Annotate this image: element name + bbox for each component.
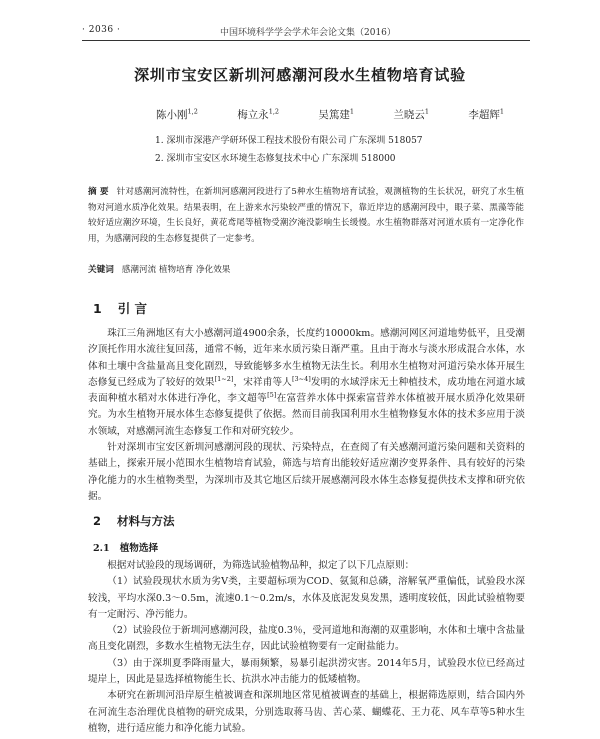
methods-intro: 根据对试验段的现场调研，为筛选试验植物品种，拟定了以下几点原则： bbox=[107, 560, 415, 571]
keywords-text: 感潮河流 植物培育 净化效果 bbox=[121, 265, 231, 275]
keywords bbox=[88, 263, 230, 275]
subsection-2-1-heading: 2.1 植物选择 bbox=[93, 543, 159, 554]
plant-selection-paragraph: 本研究在新圳河沿岸原生植被调查和深圳地区常见植被调查的基础上，根据筛选原则，结合国内外在河流生态治理优良植物的研究成果，分别选取蒋马齿、苦心菜、蝴蝶花、王力花、风车草等5种水生植物，进行适应能力和净化能力试验。 bbox=[88, 690, 525, 734]
section-1-heading: 1 引 言 bbox=[93, 301, 148, 316]
affiliation-2: 2. 深圳市宝安区水环境生态修复技术中心 广东深圳 518000 bbox=[155, 154, 396, 164]
criterion-2: （2）试验段位于新圳河感潮河段，盐度0.3％，受河道地和海潮的双重影响，水体和土壤中含盐量高且变化剧烈，多数水生植物无法生存，因此试验植物要有一定耐盐能力。 bbox=[88, 625, 525, 653]
running-header bbox=[82, 24, 530, 41]
criterion-3: （3）由于深圳夏季降雨量大，暴雨频繁，易暴引起洪涝灾害。2014年5月，试验段水位已经高过堤岸上，因此是显选择植物能生长、抗洪水冲击能力的低矮植物。 bbox=[88, 657, 525, 686]
author: 李超辉$^1$ bbox=[468, 107, 504, 121]
author: 兰晓云$^1$ bbox=[393, 107, 429, 121]
affiliation-1: 1. 深圳市深港产学研环保工程技术股份有限公司 广东深圳 518057 bbox=[155, 136, 423, 146]
intro-paragraph-1: 珠江三角洲地区有大小感潮河道4900余条，长度约10000km。感潮河网区河道地势低平，且受潮汐顶托作用水流往复回荡，通常不畅，近年来水质污染日渐严重。且由于海水与淡水形成混合水体，水体和土壤中含盐量高且变化剧烈，导致能够多水生植物无法生长。利用水生植物对河道污染水体开展生态修复已经成为了较好的效果[1~2]，宋祥甫等人[3~4]发明的水域浮床无土种植技术，成功地在河道水域表面种植水稻对水体进行净化，李文超等[5]在富营养水体中探索富营养水体植被开展水质净化效果研究。为水生植物开展水体生态修复提供了依据。然而目前我国利用水生植物修复水体的技术多应用于淡水领域，对感潮河流生态修复工作和对研究较少。 bbox=[88, 328, 526, 437]
author-list bbox=[156, 107, 504, 122]
author: 吴篤建$^1$ bbox=[318, 107, 355, 121]
criterion-1: （1）试验段现状水质为劣Ⅴ类，主要超标项为COD、氨氮和总磷，溶解氧严重偏低，试验段水深较浅，平均水深0.3～0.5m，流速0.1～0.2m/s，水体及底泥发臭发黑，透明度较低，因此试验植物要有一定耐污、净污能力。 bbox=[88, 576, 525, 620]
citation[interactable]: [5] bbox=[267, 391, 277, 399]
abstract bbox=[88, 185, 524, 247]
citation[interactable]: [3~4] bbox=[291, 374, 311, 383]
abstract-label: 摘 要 bbox=[88, 187, 109, 197]
journal-name: 中国环境科学学会学术年会论文集（2016） bbox=[220, 28, 396, 38]
keywords-label: 关键词 bbox=[88, 265, 114, 275]
abstract-text: 针对感潮河流特性，在新圳河感潮河段进行了5种水生植物培育试验，观测植物的生长状况，研究了水生植物对河道水质净化效果。结果表明，在上游来水污染较严重的情况下，靠近岸边的感潮河段中，眼子菜、黑藻等能较好适应潮汐环境，生长良好，黄花鸢尾等植物受潮汐淹没影响生长缓慢。水生植物群落对河道水质有一定净化作用，为感潮河段的生态修复提供了一定参考。 bbox=[88, 187, 524, 244]
page-number: · 2036 · bbox=[82, 25, 121, 35]
section-2-heading: 2 材料与方法 bbox=[93, 514, 175, 528]
citation[interactable]: [1~2] bbox=[214, 374, 234, 383]
paper-title: 深圳市宝安区新圳河感潮河段水生植物培育试验 bbox=[134, 66, 466, 84]
methods-text bbox=[88, 558, 525, 737]
author: 梅立永$^{1,2}$ bbox=[237, 107, 280, 121]
intro-paragraph-2: 针对深圳市宝安区新圳河感潮河段的现状、污染特点，在查阅了有关感潮河道污染问题和关资料的基础上，探索开展小范围水生植物培育试验，筛选与培育出能较好适应潮汐变界条件、具有较好的污染净化能力的水生植物类型，为深圳市及其它地区后续开展感潮河段水体生态修复提供技术支撑和研究依据。 bbox=[88, 442, 525, 502]
author: 陈小刚$^{1,2}$ bbox=[156, 107, 198, 121]
